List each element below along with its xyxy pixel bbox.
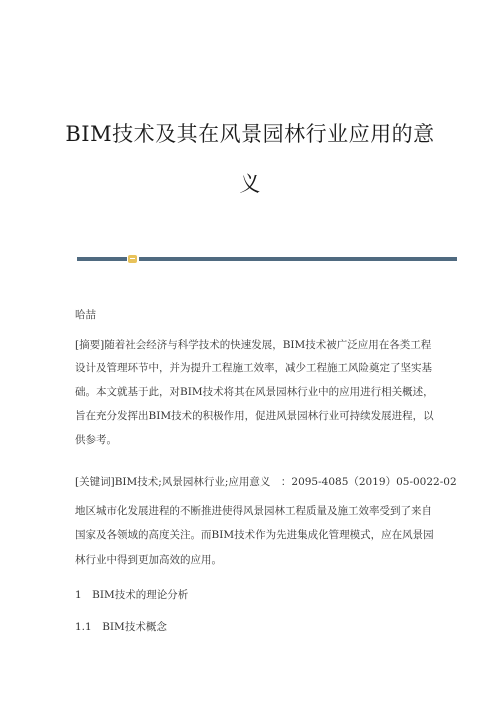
abstract-line-2: 设计及管理环节中，并为提升工程施工效率，减少工程施工风险奠定了坚实基: [75, 362, 432, 374]
divider-bar-right: [139, 257, 457, 261]
abstract-line-4: 旨在充分发挥出BIM技术的积极作用，促进风景园林行业可持续发展进程，以: [75, 410, 434, 422]
keywords-line: [关键词]BIM技术;风景园林行业;应用意义 ：2095-4085（2019）05-0022-02: [75, 476, 457, 488]
paper-title-line-2: 义: [239, 172, 261, 196]
intro-line-2: 国家及各领域的高度关注。而BIM技术作为先进集成化管理模式，应在风景园: [75, 529, 434, 541]
paper-title-line-1: BIM技术及其在风景园林行业应用的意: [65, 122, 435, 146]
document-icon: [128, 255, 137, 263]
author-name: 哈喆: [75, 309, 96, 321]
section-heading-1: 1 BIM技术的理论分析: [75, 589, 189, 601]
divider-bar-left: [77, 257, 127, 261]
abstract-line-5: 供参考。: [75, 434, 117, 446]
abstract-line-3: 础。本文就基于此，对BIM技术将其在风景园林行业中的应用进行相关概述，: [75, 386, 434, 398]
title-divider: [77, 256, 457, 262]
abstract-line-1: [摘要]随着社会经济与科学技术的快速发展，BIM技术被广泛应用在各类工程: [75, 339, 432, 351]
intro-line-1: 地区城市化发展进程的不断推进使得风景园林工程质量及施工效率受到了来自: [75, 505, 432, 517]
intro-line-3: 林行业中得到更加高效的应用。: [75, 554, 222, 566]
section-heading-1-1: 1.1 BIM技术概念: [75, 621, 167, 633]
